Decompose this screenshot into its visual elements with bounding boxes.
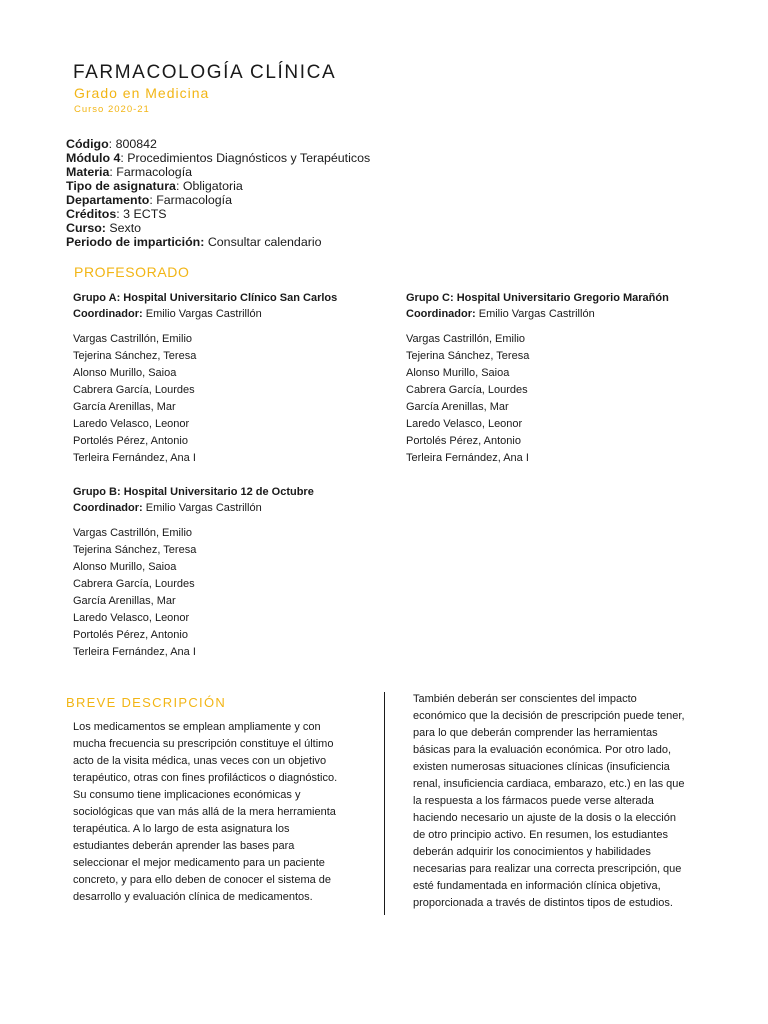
list-item: García Arenillas, Mar [73,595,176,607]
list-item: Laredo Velasco, Leonor [73,418,190,430]
degree-subtitle: Grado en Medicina [74,85,210,101]
text-line: terapéutico, otras con fines profilácticos o diagnóstico. [73,772,338,784]
list-item: Alonso Murillo, Saioa [406,367,510,379]
text-line: Su consumo tiene implicaciones económicas y [73,789,301,801]
member-list [406,331,669,467]
meta-periodo: Periodo de impartición: Consultar calendario [66,235,322,249]
page-title: FARMACOLOGÍA CLÍNICA [73,62,337,83]
list-item: Laredo Velasco, Leonor [73,612,190,624]
list-item: Portolés Pérez, Antonio [406,435,521,447]
group-c [406,290,669,467]
member-list [73,525,314,661]
meta-materia: Materia: Farmacología [66,165,193,179]
meta-modulo: Módulo 4: Procedimientos Diagnósticos y Terapéuticos [66,151,371,165]
group-heading: Grupo A: Hospital Universitario Clínico San Carlos [73,292,338,304]
text-line: acto de la visita médica, unas veces con un objetivo [73,755,327,767]
text-line: mucha frecuencia su prescripción constituye el último [73,738,334,750]
list-item: Terleira Fernández, Ana I [73,646,196,658]
group-coordinator: Coordinador: Emilio Vargas Castrillón [406,308,595,320]
list-item: Cabrera García, Lourdes [73,384,195,396]
group-heading: Grupo B: Hospital Universitario 12 de Octubre [73,486,314,498]
text-line: básicas para la evaluación económica. Por otro lado, [413,744,672,756]
list-item: Portolés Pérez, Antonio [73,629,188,641]
text-line: existen numerosas situaciones clínicas (insuficiencia [413,761,670,773]
list-item: Laredo Velasco, Leonor [406,418,523,430]
list-item: Terleira Fernández, Ana I [73,452,196,464]
text-line: renal, insuficiencia cardiaca, embarazo, etc.) en las que [413,778,685,790]
text-line: desarrollo y evaluación clínica de medicamentos. [73,891,313,903]
member-list [73,331,337,467]
list-item: Vargas Castrillón, Emilio [73,527,193,539]
course-metadata [66,137,370,249]
text-line: concreto, y para ello deben de conocer el sistema de [73,874,332,886]
text-line: sociológicas que van más allá de la mera herramienta [73,806,336,818]
text-line: Los medicamentos se emplean ampliamente y con [73,721,321,733]
list-item: Tejerina Sánchez, Teresa [73,350,197,362]
text-line: esté fundamentada en información clínica objetiva, [413,880,661,892]
list-item: Vargas Castrillón, Emilio [73,333,193,345]
list-item: Tejerina Sánchez, Teresa [406,350,530,362]
descripcion-heading: BREVE DESCRIPCIÓN [66,695,227,710]
group-coordinator: Coordinador: Emilio Vargas Castrillón [73,502,262,514]
profesorado-heading: PROFESORADO [74,264,190,280]
text-line: para lo que deberán comprender las herramientas [413,727,658,739]
group-a [73,290,337,467]
list-item: Cabrera García, Lourdes [406,384,528,396]
text-line: seleccionar el mejor medicamento para un paciente [73,857,325,869]
text-line: de otro principio activo. En resumen, los estudiantes [413,829,668,841]
list-item: García Arenillas, Mar [73,401,176,413]
list-item: Alonso Murillo, Saioa [73,561,177,573]
list-item: Portolés Pérez, Antonio [73,435,188,447]
text-line: necesarias para realizar una correcta prescripción, que [413,863,682,875]
meta-curso: Curso: Sexto [66,221,142,235]
course-year: Curso 2020-21 [74,104,150,115]
text-line: estudiantes deberán aprender las bases para [73,840,295,852]
description-right-column [413,691,707,912]
meta-creditos: Créditos: 3 ECTS [66,207,167,221]
list-item: Tejerina Sánchez, Teresa [73,544,197,556]
group-heading: Grupo C: Hospital Universitario Gregorio Marañón [406,292,669,304]
meta-tipo: Tipo de asignatura: Obligatoria [66,179,243,193]
list-item: Terleira Fernández, Ana I [406,452,529,464]
meta-codigo: Código: 800842 [66,137,157,151]
text-line: haciendo necesario un ajuste de la dosis o la elección [413,812,676,824]
text-line: la respuesta a los fármacos puede verse alterada [413,795,654,807]
list-item: Vargas Castrillón, Emilio [406,333,526,345]
description-left-column [73,719,358,906]
text-line: También deberán ser conscientes del impacto [413,693,637,705]
column-divider [384,692,385,915]
list-item: Cabrera García, Lourdes [73,578,195,590]
text-line: deberán adquirir los conocimientos y habilidades [413,846,651,858]
text-line: terapéutica. A lo largo de esta asignatura los [73,823,290,835]
text-line: económico que la decisión de prescripción puede tener, [413,710,685,722]
list-item: Alonso Murillo, Saioa [73,367,177,379]
list-item: García Arenillas, Mar [406,401,509,413]
text-line: proporcionada a través de distintos tipos de estudios. [413,897,673,909]
group-coordinator: Coordinador: Emilio Vargas Castrillón [73,308,262,320]
group-b [73,484,314,661]
meta-departamento: Departamento: Farmacología [66,193,232,207]
